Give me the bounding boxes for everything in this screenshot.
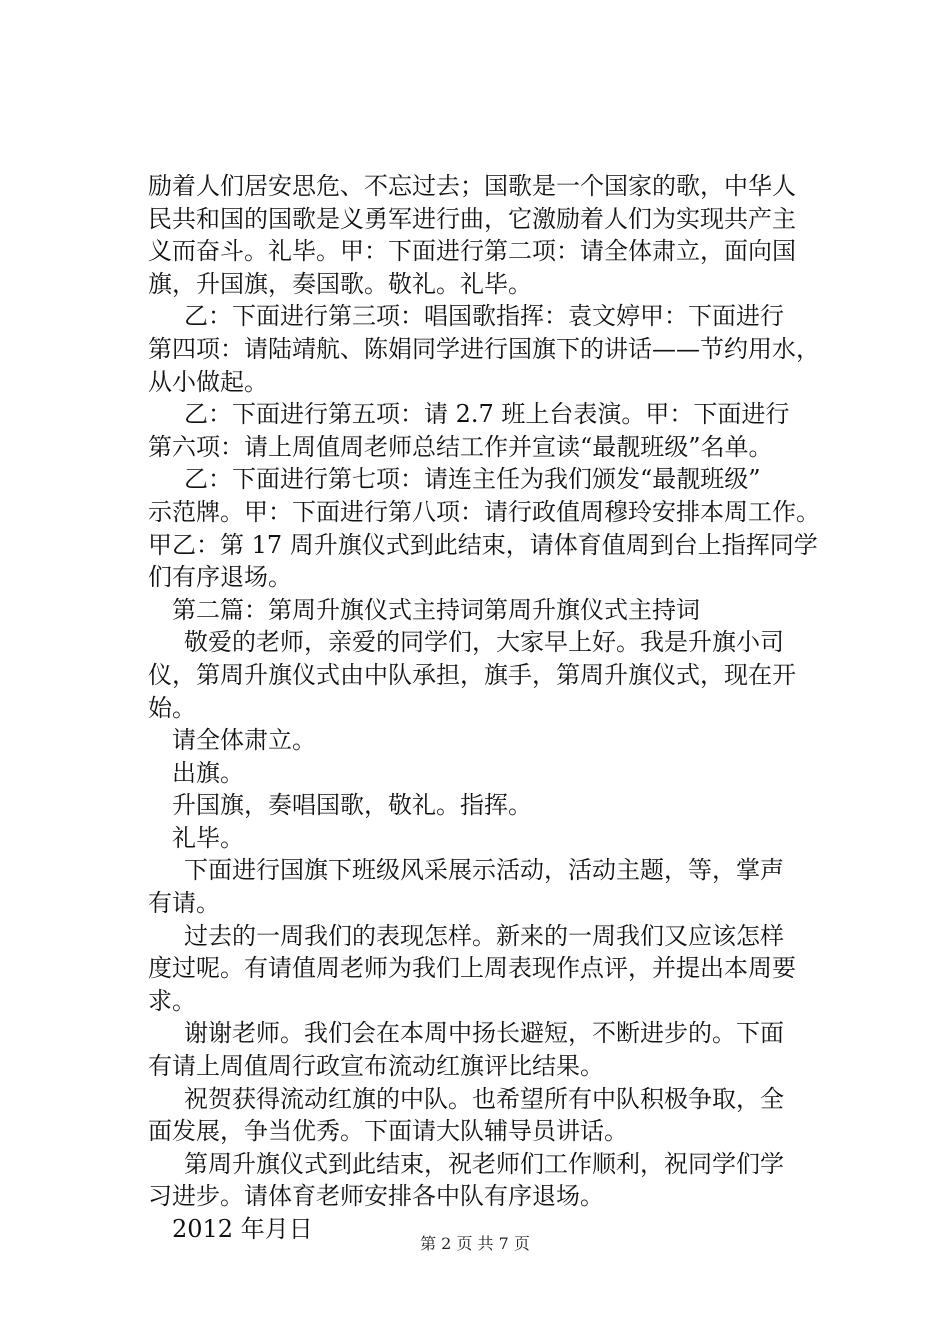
text-line: 求。 — [148, 986, 196, 1015]
text-line: 有请上周值周行政宣布流动红旗评比结果。 — [148, 1052, 604, 1081]
text-line: 第周升旗仪式到此结束，祝老师们工作顺利，祝同学们学 — [184, 1149, 784, 1178]
text-line: 仪，第周升旗仪式由中队承担，旗手，第周升旗仪式，现在开 — [148, 660, 796, 689]
text-line: 面发展，争当优秀。下面请大队辅导员讲话。 — [148, 1117, 628, 1146]
text-line: 民共和国的国歌是义勇军进行曲，它激励着人们为实现共产主 — [148, 204, 796, 233]
text-line: 度过呢。有请值周老师为我们上周表现作点评，并提出本周要 — [148, 954, 796, 983]
text-line: 第六项：请上周值周老师总结工作并宣读“最靓班级”名单。 — [148, 432, 773, 461]
text-line: 有请。 — [148, 889, 220, 918]
text-line: 升国旗，奏唱国歌，敬礼。指挥。 — [172, 791, 532, 820]
section-heading: 第二篇：第周升旗仪式主持词第周升旗仪式主持词 — [172, 595, 700, 624]
text-line: 义而奋斗。礼毕。甲：下面进行第二项：请全体肃立，面向国 — [148, 237, 796, 266]
text-line: 旗，升国旗，奏国歌。敬礼。礼毕。 — [148, 269, 532, 298]
text-line: 请全体肃立。 — [172, 726, 316, 755]
page-footer: 第 2 页 共 7 页 — [420, 1234, 530, 1253]
text-line: 励着人们居安思危、不忘过去；国歌是一个国家的歌，中华人 — [148, 172, 796, 200]
text-line: 出旗。 — [172, 758, 244, 787]
text-line: 习进步。请体育老师安排各中队有序退场。 — [148, 1182, 604, 1211]
text-line: 下面进行国旗下班级风采展示活动，活动主题，等，掌声 — [184, 856, 784, 885]
text-line: 谢谢老师。我们会在本周中扬长避短，不断进步的。下面 — [184, 1019, 784, 1048]
text-line: 始。 — [148, 693, 196, 722]
text-line: 过去的一周我们的表现怎样。新来的一周我们又应该怎样 — [184, 921, 784, 950]
text-line: 从小做起。 — [148, 367, 268, 396]
text-line: 乙：下面进行第五项：请 2.7 班上台表演。甲：下面进行 — [184, 400, 790, 429]
text-line: 乙：下面进行第七项：请连主任为我们颁发“最靓班级” — [184, 465, 761, 494]
text-line: 们有序退场。 — [148, 563, 292, 592]
text-line: 第四项：请陆靖航、陈娟同学进行国旗下的讲话——节约用水， — [148, 334, 820, 363]
text-line: 乙：下面进行第三项：唱国歌指挥：袁文婷甲：下面进行 — [184, 302, 784, 331]
text-line: 示范牌。甲：下面进行第八项：请行政值周穆玲安排本周工作。 — [148, 497, 820, 526]
text-line: 祝贺获得流动红旗的中队。也希望所有中队积极争取，全 — [184, 1084, 784, 1113]
date-line: 2012 年月日 — [172, 1215, 313, 1243]
body-text — [148, 170, 838, 1246]
text-line: 礼毕。 — [172, 823, 244, 852]
text-line: 甲乙：第 17 周升旗仪式到此结束，请体育值周到台上指挥同学 — [148, 530, 818, 559]
text-line: 敬爱的老师，亲爱的同学们，大家早上好。我是升旗小司 — [184, 628, 784, 657]
